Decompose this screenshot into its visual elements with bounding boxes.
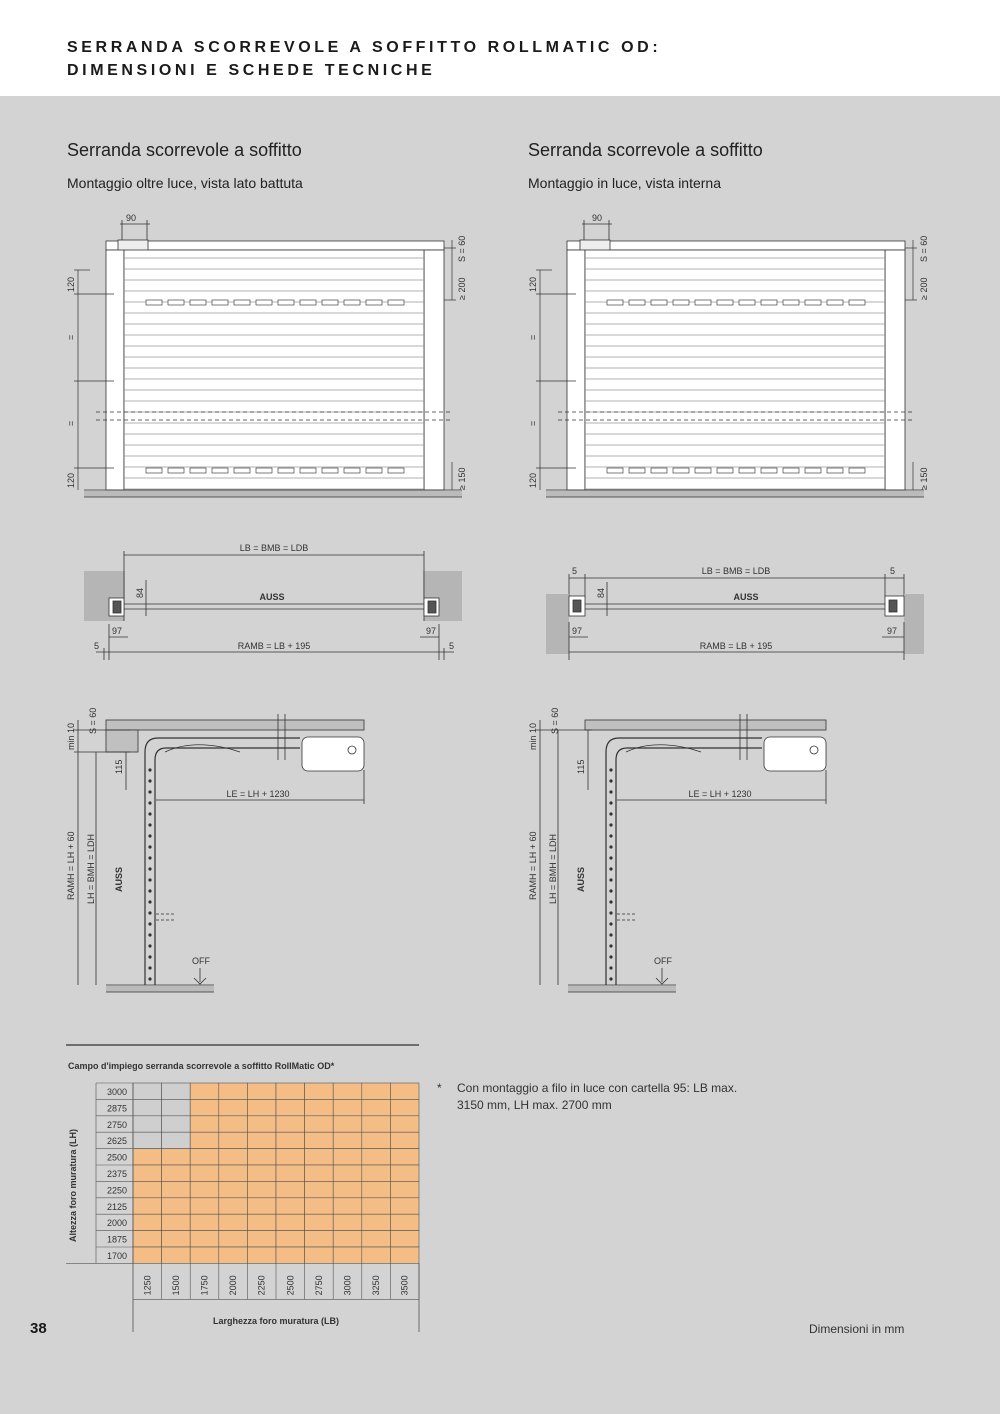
usage-cell [247, 1099, 276, 1115]
usage-cell [333, 1116, 362, 1132]
usage-cell [276, 1198, 305, 1214]
page-title: SERRANDA SCORREVOLE A SOFFITTO ROLLMATIC OD: DIMENSIONI E SCHEDE TECNICHE [67, 39, 662, 79]
usage-cell [133, 1181, 162, 1197]
dim-120-top-right: 120 [528, 276, 538, 292]
usage-cell [305, 1247, 334, 1263]
usage-cell [190, 1165, 219, 1181]
usage-cell [390, 1132, 419, 1148]
usage-cell [305, 1181, 334, 1197]
col-label: 1250 [142, 1275, 153, 1296]
usage-cell [219, 1083, 248, 1099]
usage-cell [333, 1132, 362, 1148]
usage-cell [162, 1149, 191, 1165]
dim-eq-1-right: = [528, 334, 538, 340]
usage-cell [333, 1181, 362, 1197]
usage-cell [276, 1214, 305, 1230]
dim-120-bottom-right: 120 [528, 472, 538, 488]
usage-cell [305, 1214, 334, 1230]
auss-label-plan-left: AUSS [259, 592, 285, 602]
dim-le-right: LE = LH + 1230 [688, 789, 752, 799]
usage-cell [276, 1181, 305, 1197]
usage-cell [305, 1099, 334, 1115]
usage-cell [305, 1116, 334, 1132]
col-label: 2750 [313, 1275, 324, 1296]
dim-150-left: ≥ 150 [457, 467, 467, 490]
usage-cell [133, 1099, 162, 1115]
usage-cell [162, 1099, 191, 1115]
usage-cell [247, 1214, 276, 1230]
usage-cell [333, 1099, 362, 1115]
usage-cell [190, 1149, 219, 1165]
dim-90-left: 90 [126, 213, 137, 223]
usage-cell [305, 1132, 334, 1148]
col-label: 3250 [371, 1275, 382, 1296]
dim-lb-left: LB = BMB = LDB [239, 543, 309, 553]
row-label: 2375 [106, 1169, 127, 1179]
row-label: 2250 [106, 1185, 127, 1196]
usage-cell [362, 1181, 391, 1197]
col-label: 2250 [256, 1275, 267, 1296]
usage-cell [276, 1247, 305, 1263]
usage-cell [276, 1149, 305, 1165]
dim-lh-right: LH = BMH = LDH [548, 833, 558, 904]
dim-eq-1-left: = [66, 334, 76, 340]
usage-cell [390, 1165, 419, 1181]
usage-cell [276, 1231, 305, 1247]
col-label: 2500 [285, 1275, 296, 1296]
row-label: 1875 [106, 1234, 127, 1245]
usage-cell [362, 1231, 391, 1247]
usage-cell [247, 1116, 276, 1132]
dim-s60-sec-left: S = 60 [88, 707, 98, 734]
usage-cell [219, 1165, 248, 1181]
usage-cell [190, 1247, 219, 1263]
dim-5-b-left: 5 [449, 641, 455, 651]
right-panel-subtitle: Montaggio in luce, vista interna [528, 175, 721, 191]
right-panel-title: Serranda scorrevole a soffitto [528, 140, 763, 160]
usage-cell [133, 1198, 162, 1214]
auss-label-sec-left: AUSS [114, 866, 124, 892]
usage-cell [219, 1149, 248, 1165]
usage-cell [362, 1116, 391, 1132]
usage-cell [219, 1247, 248, 1263]
usage-cell [247, 1231, 276, 1247]
row-label: 3000 [106, 1087, 127, 1097]
usage-cell [190, 1181, 219, 1197]
usage-cell [133, 1165, 162, 1181]
usage-cell [333, 1083, 362, 1099]
dim-200-right: ≥ 200 [919, 277, 929, 300]
footnote-text: Con montaggio a filo in luce con cartella 95: LB max. 3150 mm, LH max. 2700 mm [457, 1081, 738, 1112]
usage-cell [190, 1099, 219, 1115]
usage-cell [333, 1149, 362, 1165]
dim-97-a-left: 97 [112, 626, 123, 636]
auss-label-plan-right: AUSS [733, 592, 759, 602]
usage-cell [333, 1165, 362, 1181]
usage-cell [362, 1214, 391, 1230]
usage-cell [390, 1116, 419, 1132]
dim-ramb-left: RAMB = LB + 195 [237, 641, 311, 651]
col-label: 3000 [342, 1275, 353, 1296]
usage-cell [162, 1165, 191, 1181]
usage-cell [276, 1132, 305, 1148]
row-label: 1700 [106, 1251, 127, 1261]
usage-cell [219, 1099, 248, 1115]
usage-cell [247, 1132, 276, 1148]
row-axis-label: Altezza foro muratura (LH) [68, 1128, 78, 1242]
usage-cell [276, 1099, 305, 1115]
dim-ramb-right: RAMB = LB + 195 [699, 641, 773, 651]
dim-s60-sec-right: S = 60 [550, 707, 560, 734]
usage-cell [333, 1247, 362, 1263]
usage-cell [133, 1116, 162, 1132]
dim-97-a-right: 97 [572, 626, 583, 636]
usage-cell [276, 1165, 305, 1181]
usage-cell [390, 1149, 419, 1165]
usage-cell [162, 1083, 191, 1099]
usage-cell [190, 1214, 219, 1230]
dim-eq-2-right: = [528, 420, 538, 426]
dim-s60-left: S = 60 [457, 235, 467, 262]
usage-cell [362, 1149, 391, 1165]
usage-cell [219, 1214, 248, 1230]
usage-cell [276, 1116, 305, 1132]
left-panel-title: Serranda scorrevole a soffitto [67, 140, 302, 160]
usage-cell [390, 1083, 419, 1099]
usage-cell [219, 1181, 248, 1197]
row-label: 2000 [106, 1218, 127, 1229]
dim-90-right: 90 [592, 213, 603, 223]
usage-cell [305, 1231, 334, 1247]
usage-cell [247, 1247, 276, 1263]
usage-cell [333, 1198, 362, 1214]
dim-min10-right: min 10 [528, 722, 538, 750]
usage-cell [162, 1247, 191, 1263]
row-label: 2500 [106, 1152, 127, 1163]
usage-cell [247, 1083, 276, 1099]
dim-120-bottom-left: 120 [66, 472, 76, 488]
usage-cell [305, 1198, 334, 1214]
col-label: 2000 [228, 1275, 239, 1296]
auss-label-sec-right: AUSS [576, 866, 586, 892]
dim-le-left: LE = LH + 1230 [226, 789, 290, 799]
dim-84-left: 84 [135, 587, 145, 598]
col-label: 1500 [170, 1275, 181, 1296]
usage-cell [190, 1231, 219, 1247]
usage-cell [362, 1132, 391, 1148]
usage-cell [390, 1214, 419, 1230]
usage-cell [390, 1181, 419, 1197]
dim-150-right: ≥ 150 [919, 467, 929, 490]
row-label: 2625 [106, 1136, 127, 1147]
usage-cell [190, 1198, 219, 1214]
usage-cell [133, 1214, 162, 1230]
usage-cell [390, 1247, 419, 1263]
col-axis-label: Larghezza foro muratura (LB) [212, 1316, 340, 1326]
usage-cell [247, 1181, 276, 1197]
row-label: 2125 [106, 1201, 127, 1212]
usage-cell [162, 1231, 191, 1247]
usage-cell [162, 1116, 191, 1132]
usage-cell [390, 1099, 419, 1115]
dim-200-left: ≥ 200 [457, 277, 467, 300]
dim-lh-left: LH = BMH = LDH [86, 833, 96, 904]
off-label-right: OFF [654, 956, 672, 966]
dim-97-b-left: 97 [426, 626, 437, 636]
dim-lb-right: LB = BMB = LDB [701, 566, 771, 576]
usage-cell [362, 1247, 391, 1263]
usage-cell [162, 1214, 191, 1230]
usage-cell [133, 1083, 162, 1099]
usage-cell [362, 1099, 391, 1115]
usage-cell [219, 1116, 248, 1132]
dim-eq-2-left: = [66, 420, 76, 426]
usage-cell [333, 1231, 362, 1247]
units-note: Dimensioni in mm [809, 1322, 905, 1336]
usage-cell [219, 1132, 248, 1148]
dim-5-a-left: 5 [94, 641, 100, 651]
usage-cell [162, 1198, 191, 1214]
usage-cell [305, 1165, 334, 1181]
table-title: Campo d'impiego serranda scorrevole a soffitto RollMatic OD* [68, 1061, 335, 1071]
usage-cell [333, 1214, 362, 1230]
usage-cell [133, 1231, 162, 1247]
dim-ramh-left: RAMH = LH + 60 [66, 831, 76, 900]
usage-cell [305, 1149, 334, 1165]
usage-cell [247, 1165, 276, 1181]
left-panel-subtitle: Montaggio oltre luce, vista lato battuta [67, 175, 303, 191]
usage-cell [362, 1165, 391, 1181]
footnote-marker: * [437, 1081, 442, 1095]
row-label: 2875 [106, 1103, 127, 1114]
dim-5-a-right: 5 [572, 566, 578, 576]
usage-cell [247, 1198, 276, 1214]
dim-min10-left: min 10 [66, 722, 76, 750]
usage-cell [276, 1083, 305, 1099]
usage-cell [247, 1149, 276, 1165]
dim-97-b-right: 97 [887, 626, 898, 636]
usage-cell [219, 1198, 248, 1214]
dim-s60-right: S = 60 [919, 235, 929, 262]
dim-115-right: 115 [576, 759, 586, 774]
usage-cell [190, 1083, 219, 1099]
usage-cell [219, 1231, 248, 1247]
usage-cell [390, 1198, 419, 1214]
usage-cell [162, 1181, 191, 1197]
dim-120-top-left: 120 [66, 276, 76, 292]
dim-5-b-right: 5 [890, 566, 896, 576]
dim-84-right: 84 [596, 587, 606, 598]
dim-115-left: 115 [114, 759, 124, 774]
usage-cell [133, 1149, 162, 1165]
usage-cell [190, 1116, 219, 1132]
dim-ramh-right: RAMH = LH + 60 [528, 831, 538, 900]
usage-cell [305, 1083, 334, 1099]
row-label: 2750 [106, 1119, 127, 1130]
usage-cell [162, 1132, 191, 1148]
usage-cell [133, 1132, 162, 1148]
col-label: 3500 [399, 1275, 410, 1296]
usage-cell [390, 1231, 419, 1247]
off-label-left: OFF [192, 956, 210, 966]
usage-cell [362, 1083, 391, 1099]
usage-cell [190, 1132, 219, 1148]
usage-cell [362, 1198, 391, 1214]
usage-cell [133, 1247, 162, 1263]
page-number: 38 [30, 1320, 47, 1337]
col-label: 1750 [199, 1275, 210, 1296]
